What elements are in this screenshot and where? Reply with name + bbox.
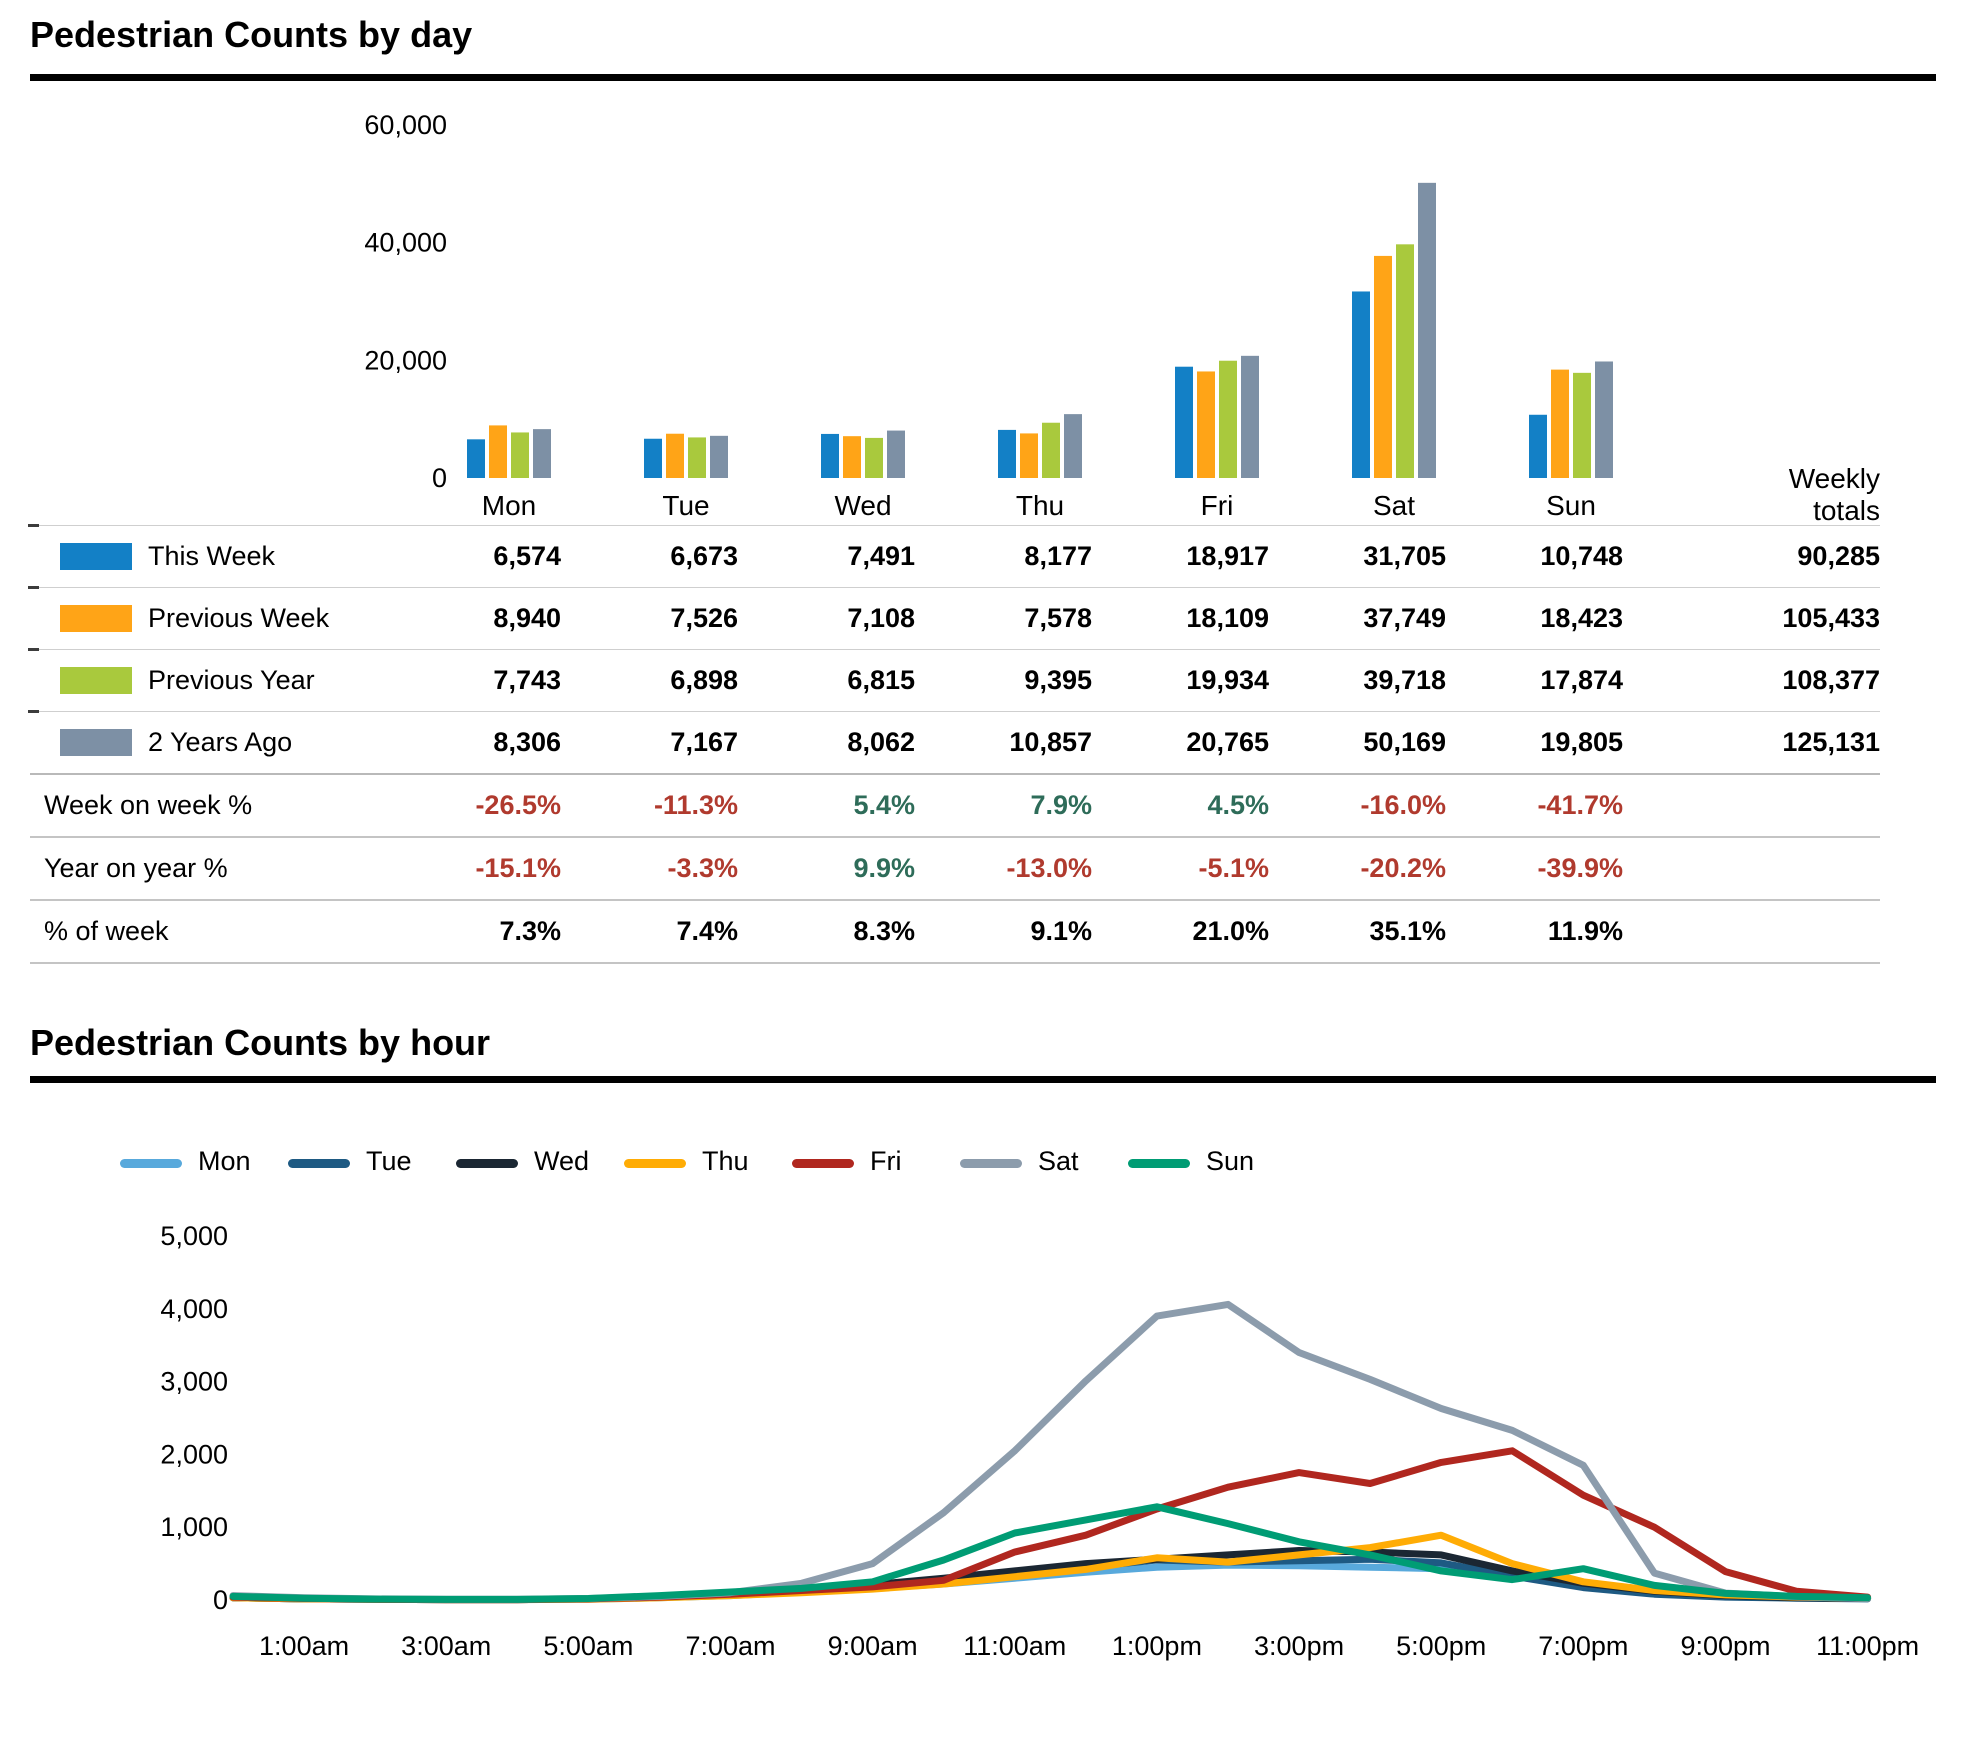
- bar-previous-year-sun: [1573, 373, 1591, 478]
- line-y-tick: 0: [212, 1585, 228, 1615]
- bar-x-label: Tue: [662, 490, 710, 521]
- bar-previous-week-fri: [1197, 371, 1215, 478]
- line-x-label: 3:00pm: [1254, 1631, 1345, 1661]
- value-cell: 7,743: [493, 665, 561, 695]
- value-cell: 10,857: [1009, 727, 1092, 757]
- bar-x-label: Sat: [1372, 490, 1416, 521]
- legend-label: Wed: [534, 1146, 590, 1176]
- table-row-year-on-year-: [30, 838, 1880, 901]
- series-label: Previous Week: [148, 603, 330, 633]
- value-cell: 39,718: [1363, 665, 1446, 695]
- value-cell: 7,526: [670, 603, 738, 633]
- value-cell: 18,917: [1186, 541, 1269, 571]
- table-row-this-week: [30, 525, 1880, 588]
- value-cell: 8,177: [1024, 541, 1092, 571]
- line-y-tick: 2,000: [160, 1439, 228, 1470]
- line-y-tick: 5,000: [160, 1221, 228, 1251]
- bar-previous-week-sat: [1374, 256, 1392, 478]
- percent-cell: -15.1%: [475, 853, 561, 883]
- percent-cell: 8.3%: [853, 916, 915, 946]
- weekly-total-cell: 90,285: [1797, 541, 1880, 571]
- percent-cell: 9.9%: [853, 853, 915, 883]
- bar-2-years-ago-wed: [887, 431, 905, 478]
- legend-swatch-2-years-ago: [60, 729, 132, 756]
- percent-cell: -13.0%: [1006, 853, 1092, 883]
- bar-2-years-ago-sat: [1418, 183, 1436, 478]
- percent-cell: 7.3%: [499, 916, 561, 946]
- table-row--of-week: [30, 901, 1880, 964]
- bar-previous-year-fri: [1219, 361, 1237, 478]
- bar-previous-year-thu: [1042, 423, 1060, 478]
- percent-row-label: Week on week %: [44, 790, 253, 820]
- bar-x-label: Wed: [834, 490, 892, 521]
- bar-y-tick: 20,000: [364, 345, 447, 376]
- by-day-bar-chart: [0, 0, 1966, 540]
- value-cell: 8,940: [493, 603, 561, 633]
- weekly-total-cell: 108,377: [1782, 665, 1880, 695]
- line-x-label: 5:00am: [543, 1631, 634, 1661]
- line-x-label: 1:00am: [259, 1631, 350, 1661]
- percent-row-label: Year on year %: [44, 853, 228, 883]
- table-row-previous-week: [30, 588, 1880, 650]
- bar-previous-week-wed: [843, 436, 861, 478]
- bar-x-label: Fri: [1200, 490, 1234, 521]
- table-row-week-on-week-: [30, 775, 1880, 838]
- bar-this-week-mon: [467, 439, 485, 478]
- legend-label: Tue: [366, 1146, 412, 1176]
- value-cell: 18,109: [1186, 603, 1269, 633]
- bar-previous-year-wed: [865, 438, 883, 478]
- legend-label: Fri: [870, 1146, 902, 1176]
- percent-cell: 9.1%: [1030, 916, 1092, 946]
- by-day-table: [30, 525, 1880, 964]
- bar-2-years-ago-sun: [1595, 361, 1613, 478]
- series-label: Previous Year: [148, 665, 315, 695]
- value-cell: 6,898: [670, 665, 738, 695]
- percent-row-label: % of week: [44, 916, 169, 946]
- value-cell: 20,765: [1186, 727, 1269, 757]
- value-cell: 8,306: [493, 727, 561, 757]
- bar-this-week-sat: [1352, 291, 1370, 478]
- percent-cell: -16.0%: [1360, 790, 1446, 820]
- bar-2-years-ago-tue: [710, 436, 728, 478]
- line-x-label: 11:00pm: [1816, 1631, 1920, 1661]
- bar-2-years-ago-mon: [533, 429, 551, 478]
- series-label: 2 Years Ago: [148, 727, 293, 757]
- legend-swatch-previous-year: [60, 667, 132, 694]
- bar-y-tick: 60,000: [364, 110, 447, 140]
- line-x-label: 1:00pm: [1111, 1631, 1202, 1661]
- bar-2-years-ago-thu: [1064, 414, 1082, 478]
- bar-x-label: Mon: [481, 490, 537, 521]
- percent-cell: 7.9%: [1030, 790, 1092, 820]
- legend-swatch-this-week: [60, 543, 132, 570]
- bar-previous-week-sun: [1551, 370, 1569, 478]
- weekly-total-cell: 125,131: [1782, 727, 1880, 757]
- legend-label: Sat: [1038, 1146, 1079, 1176]
- value-cell: 31,705: [1363, 541, 1446, 571]
- percent-cell: -11.3%: [653, 790, 738, 820]
- row-tickmark: [28, 524, 39, 527]
- bar-this-week-tue: [644, 439, 662, 478]
- percent-cell: -26.5%: [475, 790, 561, 820]
- row-tickmark: [28, 586, 39, 589]
- value-cell: 17,874: [1540, 665, 1623, 695]
- value-cell: 7,578: [1024, 603, 1092, 633]
- bar-previous-week-tue: [666, 434, 684, 478]
- series-label: This Week: [148, 541, 276, 571]
- value-cell: 10,748: [1540, 541, 1623, 571]
- percent-cell: 5.4%: [853, 790, 915, 820]
- legend-label: Mon: [198, 1146, 251, 1176]
- value-cell: 6,574: [493, 541, 561, 571]
- line-x-label: 7:00pm: [1538, 1631, 1629, 1661]
- bar-this-week-thu: [998, 430, 1016, 478]
- weekly-totals-header-line2: totals: [1813, 495, 1880, 526]
- percent-cell: 35.1%: [1369, 916, 1446, 946]
- legend-swatch-previous-week: [60, 605, 132, 632]
- line-y-tick: 1,000: [160, 1512, 228, 1543]
- bar-previous-year-mon: [511, 432, 529, 478]
- bar-2-years-ago-fri: [1241, 356, 1259, 478]
- legend-label: Thu: [702, 1146, 749, 1176]
- percent-cell: -3.3%: [667, 853, 738, 883]
- value-cell: 19,805: [1540, 727, 1623, 757]
- line-series-sat: [233, 1304, 1868, 1599]
- line-x-label: 11:00am: [963, 1631, 1067, 1661]
- bar-previous-week-thu: [1020, 433, 1038, 478]
- value-cell: 6,673: [670, 541, 738, 571]
- bar-this-week-sun: [1529, 415, 1547, 478]
- value-cell: 8,062: [847, 727, 915, 757]
- row-tickmark: [28, 648, 39, 651]
- value-cell: 18,423: [1540, 603, 1623, 633]
- bar-y-tick: 40,000: [364, 227, 447, 258]
- percent-cell: -20.2%: [1360, 853, 1446, 883]
- value-cell: 7,491: [847, 541, 915, 571]
- bar-this-week-wed: [821, 434, 839, 478]
- line-y-tick: 4,000: [160, 1293, 228, 1324]
- bar-previous-week-mon: [489, 425, 507, 478]
- percent-cell: -5.1%: [1198, 853, 1269, 883]
- line-x-label: 9:00am: [827, 1631, 918, 1661]
- line-x-label: 5:00pm: [1396, 1631, 1487, 1661]
- value-cell: 37,749: [1363, 603, 1446, 633]
- percent-cell: 11.9%: [1547, 916, 1623, 946]
- bar-x-label: Sun: [1546, 490, 1596, 521]
- percent-cell: 4.5%: [1207, 790, 1269, 820]
- line-x-label: 9:00pm: [1680, 1631, 1771, 1661]
- percent-cell: -41.7%: [1537, 790, 1623, 820]
- row-tickmark: [28, 710, 39, 713]
- value-cell: 7,108: [847, 603, 915, 633]
- line-y-tick: 3,000: [160, 1366, 228, 1397]
- bar-x-label: Thu: [1015, 490, 1065, 521]
- line-x-label: 3:00am: [401, 1631, 492, 1661]
- value-cell: 50,169: [1363, 727, 1446, 757]
- bar-previous-year-sat: [1396, 244, 1414, 478]
- percent-cell: -39.9%: [1537, 853, 1623, 883]
- bar-y-tick: 0: [431, 463, 447, 493]
- by-day-title: Pedestrian Counts by day: [30, 14, 473, 55]
- weekly-total-cell: 105,433: [1782, 603, 1880, 633]
- value-cell: 19,934: [1186, 665, 1269, 695]
- weekly-totals-header-line1: Weekly: [1788, 463, 1880, 494]
- by-hour-line-chart: [0, 1080, 1966, 1746]
- percent-cell: 21.0%: [1192, 916, 1269, 946]
- by-hour-title: Pedestrian Counts by hour: [30, 1022, 491, 1063]
- percent-cell: 7.4%: [676, 916, 738, 946]
- bar-this-week-fri: [1175, 367, 1193, 478]
- value-cell: 9,395: [1024, 665, 1092, 695]
- value-cell: 6,815: [847, 665, 915, 695]
- table-row-previous-year: [30, 650, 1880, 712]
- table-row-2-years-ago: [30, 712, 1880, 775]
- legend-label: Sun: [1206, 1146, 1255, 1176]
- bar-previous-year-tue: [688, 437, 706, 478]
- line-x-label: 7:00am: [685, 1631, 776, 1661]
- value-cell: 7,167: [670, 727, 738, 757]
